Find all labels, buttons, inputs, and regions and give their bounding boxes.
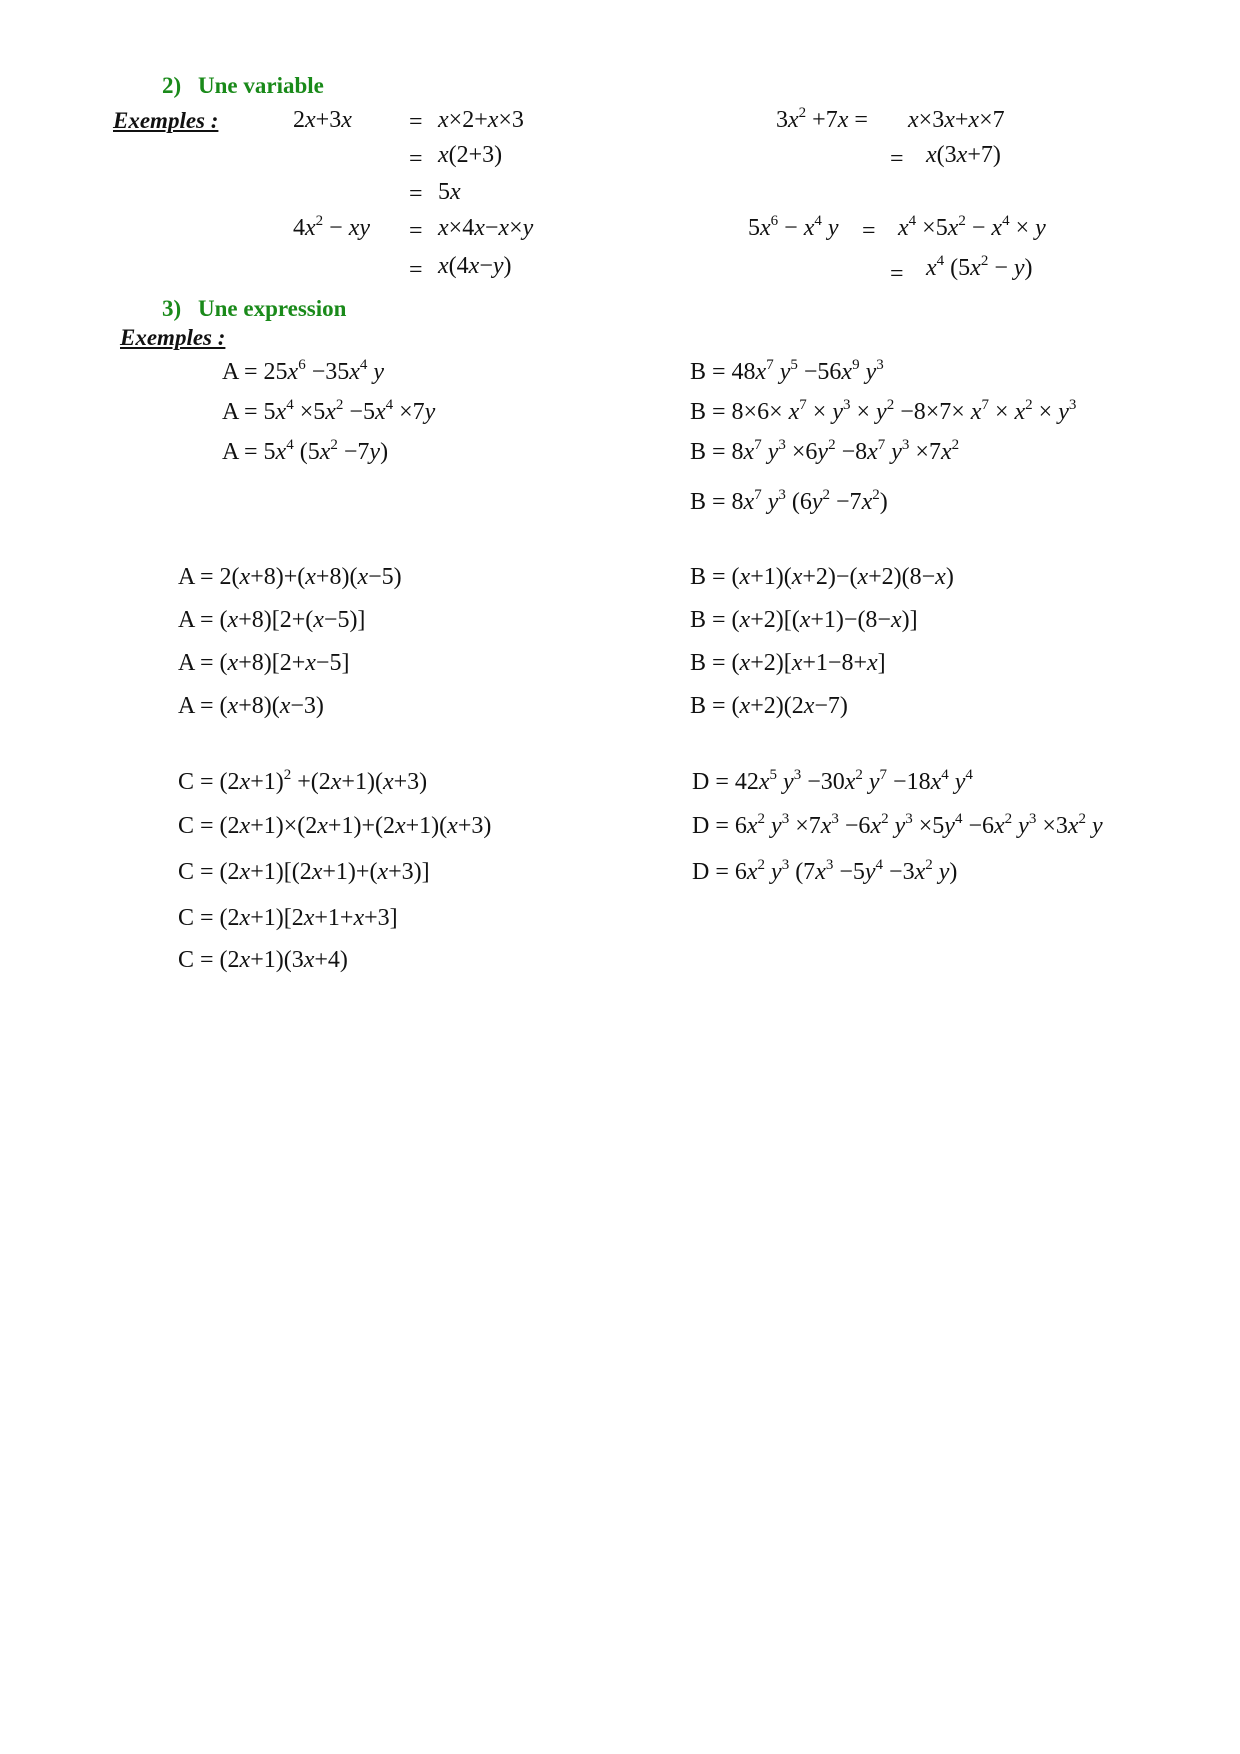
ex1-step-2: x(2+3) (438, 142, 503, 168)
equals-sign: = (409, 146, 423, 172)
C-line-4: C = (2x+1)[2x+1+x+3] (178, 905, 398, 931)
ex1-step-1: x×2+x×3 (438, 107, 524, 133)
section-2-title: Une variable (198, 73, 324, 98)
D-line-1: $D = 42x^5$ $y^3 -30x^2$ $y^7 -18x^4$ $y^4$ (692, 767, 973, 795)
B1-line-3: $B = 8x^7$ $y^3 \times 6y^2 -8x^7$ $y^3 \times 7x^2$ (690, 437, 960, 465)
C-line-1: $C = (2x+1)^2 +(2x+1)(x+3)$ (178, 767, 428, 795)
C-line-2: C = (2x+1)×(2x+1)+(2x+1)(x+3) (178, 813, 492, 839)
A1-line-1: $A = 25x^6 -35x^4$ y (222, 357, 385, 385)
A2-line-2: A = (x+8)[2+(x−5)] (178, 607, 366, 633)
A2-line-1: A = 2(x+8)+(x+8)(x−5) (178, 564, 402, 590)
B1-line-2: $B = 8\times 6\times x^7 \times y^3 \times y^2 -8\times 7\times x^7 \times x^2 \times y^3$ (690, 397, 1077, 425)
ex1-lhs: 2x+3x (293, 107, 352, 133)
C-line-5: C = (2x+1)(3x+4) (178, 947, 348, 973)
ex4-step-1: $x^4 \times 5x^2 - x^4 \times y$ (898, 213, 1046, 241)
equals-sign: = (890, 146, 904, 172)
equals-sign: = (409, 257, 423, 283)
equals-sign: = (409, 218, 423, 244)
ex2-lhs: $4x^2$ − xy (293, 213, 371, 241)
C-line-3: C = (2x+1)[(2x+1)+(x+3)] (178, 859, 430, 885)
ex3-lhs: $3x^2 +7x$ = (776, 105, 868, 133)
D-line-3: $D = 6x^2$ $y^3$ ($7x^3 -5y^4 -3x^2$ y) (692, 857, 958, 885)
equals-sign: = (409, 109, 423, 135)
section-3-heading (162, 296, 346, 322)
section-3-number: 3) (162, 296, 182, 321)
ex3-step-1: x×3x+x×7 (908, 107, 1005, 133)
ex4-step-2: $x^4$ $(5x^2 - y)$ (926, 253, 1033, 281)
equals-sign: = (862, 218, 876, 244)
ex1-step-3: 5x (438, 179, 461, 205)
A1-line-2: $A = 5x^4 \times 5x^2 -5x^4 \times 7y$ (222, 397, 436, 425)
equals-sign: = (890, 261, 904, 287)
B2-line-4: B = (x+2)(2x−7) (690, 693, 848, 719)
A1-line-3: $A = 5x^4$ $(5x^2 -7y)$ (222, 437, 389, 465)
section-2-number: 2) (162, 73, 182, 98)
D-line-2: $D = 6x^2$ $y^3 \times 7x^3 -6x^2$ $y^3 \times 5y^4 -6x^2$ $y^3 \times 3x^2$ y (692, 811, 1103, 839)
examples-label-1: Exemples : (113, 108, 219, 133)
B2-line-1: B = (x+1)(x+2)−(x+2)(8−x) (690, 564, 954, 590)
section-2-heading (162, 73, 324, 99)
A2-line-3: A = (x+8)[2+x−5] (178, 650, 350, 676)
ex4-lhs: $5x^6 - x^4$ y (748, 213, 839, 241)
ex2-step-1: x×4x−x×y (438, 215, 534, 241)
B2-line-2: B = (x+2)[(x+1)−(8−x)] (690, 607, 918, 633)
ex3-step-2: x(3x+7) (926, 142, 1001, 168)
A2-line-4: A = (x+8)(x−3) (178, 693, 324, 719)
examples-label-2: Exemples : (120, 325, 226, 350)
ex2-step-2: x(4x−y) (438, 253, 512, 279)
equals-sign: = (409, 181, 423, 207)
B2-line-3: B = (x+2)[x+1−8+x] (690, 650, 886, 676)
B1-line-4: $B = 8x^7$ $y^3$ $(6y^2 -7x^2)$ (690, 487, 888, 515)
B1-line-1: $B = 48x^7$ $y^5 -56x^9$ $y^3$ (690, 357, 884, 385)
section-3-title: Une expression (198, 296, 347, 321)
